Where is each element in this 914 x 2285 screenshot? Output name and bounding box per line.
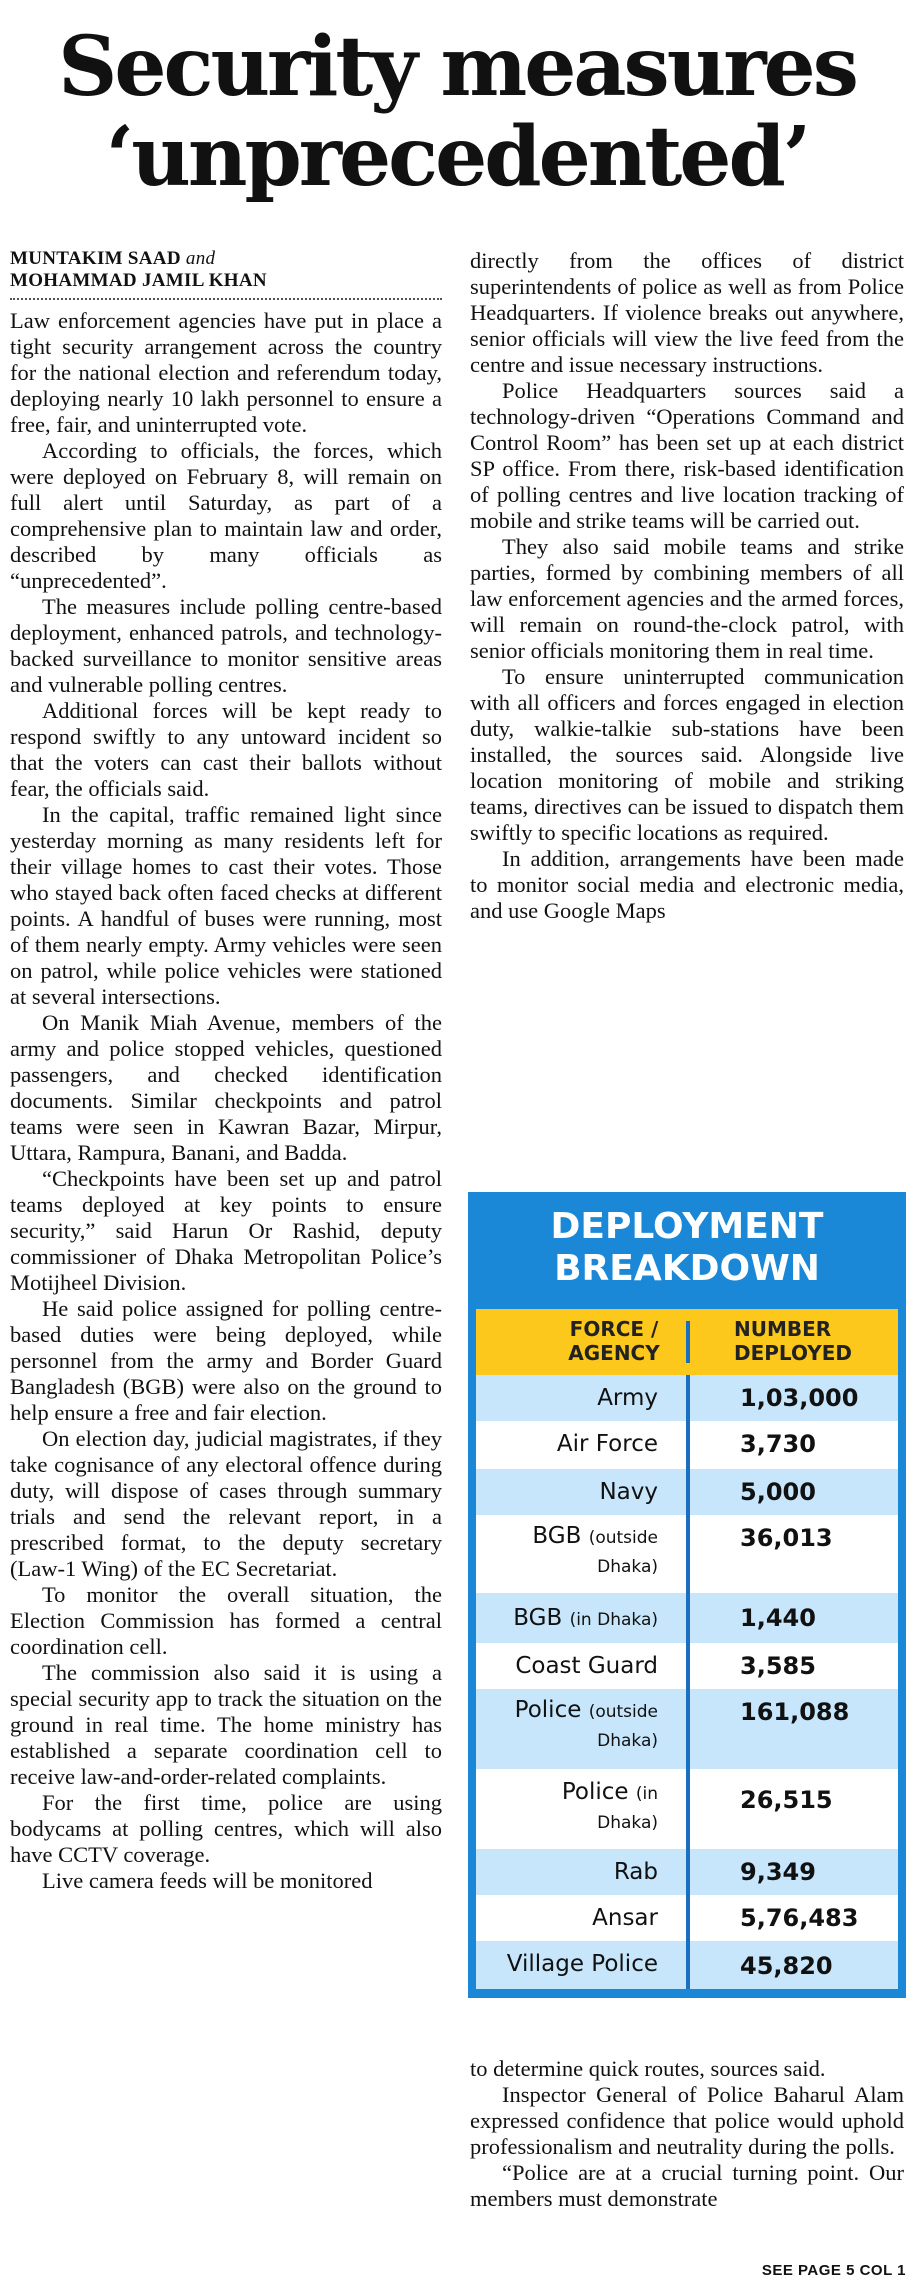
row-label-main: Rab	[613, 1859, 658, 1885]
column-header-number-line-2: DEPLOYED	[734, 1341, 852, 1365]
row-label	[562, 1779, 658, 1837]
paragraph: On election day, judicial magistrates, if they take cognisance of any electoral offence during duty, will dispose of cases through summary trials and send the relevant report, in a prescribed format, to the deputy secretary (Law-1 Wing) of the EC Secretariat.	[10, 1426, 442, 1581]
paragraph: For the first time, police are using bodycams at polling centres, which will also have CCTV coverage.	[10, 1790, 442, 1867]
row-label-qualifier-2: Dhaka)	[597, 1557, 658, 1577]
headline-line-1: Security measures	[58, 19, 856, 115]
row-label-main: BGB	[532, 1523, 582, 1549]
paragraph: Live camera feeds will be monitored	[42, 1868, 373, 1893]
row-label-qualifier-2: Dhaka)	[597, 1731, 658, 1751]
paragraph: to determine quick routes, sources said.	[470, 2056, 826, 2081]
row-value: 36,013	[740, 1524, 833, 1552]
row-label	[597, 1385, 658, 1412]
author-2: MOHAMMAD JAMIL KHAN	[10, 270, 267, 291]
row-label-qualifier-2: Dhaka)	[597, 1813, 658, 1833]
column-divider	[686, 1375, 690, 1989]
paragraph: Law enforcement agencies have put in place a tight security arrangement across the country for the national election and referendum today, deploying nearly 10 lakh personnel to ensure a free, fair, and uninterrupted vote.	[10, 308, 442, 437]
row-value: 26,515	[740, 1786, 833, 1814]
row-label-qualifier: (outside	[588, 1702, 658, 1722]
paragraph: Police Headquarters sources said a technology-driven “Operations Command and Control Room” has been set up at each district SP office. From there, risk-based identification of polling centres and live location tracking of mobile and strike teams will be carried out.	[470, 378, 904, 533]
right-column-top	[470, 248, 904, 924]
paragraph: He said police assigned for polling centre-based duties were being deployed, while personnel from the army and Border Guard Bangladesh (BGB) were also on the ground to help ensure a free and fair election.	[10, 1296, 442, 1425]
table-title-line-1: DEPLOYMENT	[550, 1206, 824, 1247]
column-header-force	[564, 1317, 664, 1365]
headline-line-2: ‘unprecedented’	[105, 109, 809, 205]
row-label-main: Village Police	[506, 1951, 658, 1977]
row-value: 1,03,000	[740, 1384, 859, 1412]
row-value: 5,000	[740, 1478, 816, 1506]
row-value: 3,585	[740, 1652, 816, 1680]
row-label-main: Ansar	[592, 1905, 658, 1931]
table-body	[476, 1375, 898, 1989]
right-column-bottom	[470, 2056, 904, 2212]
column-header-number-line-1: NUMBER	[734, 1317, 832, 1341]
row-label	[557, 1431, 658, 1458]
row-label-main: Air Force	[556, 1431, 658, 1457]
table-header	[476, 1309, 898, 1375]
paragraph: They also said mobile teams and strike parties, formed by combining members of all law enforcement agencies and the armed forces, will remain on round-the-clock patrol, with senior officials monitoring them in real time.	[470, 534, 904, 663]
row-value: 161,088	[740, 1698, 850, 1726]
paragraph: Inspector General of Police Baharul Alam expressed confidence that police would uphold professionalism and neutrality during the polls.	[470, 2082, 904, 2159]
continuation-reference[interactable]: SEE PAGE 5 COL 1	[761, 2262, 906, 2279]
paragraph: “Checkpoints have been set up and patrol teams deployed at key points to ensure security,” said Harun Or Rashid, deputy commissioner of Dhaka Metropolitan Police’s Motijheel Division.	[10, 1166, 442, 1295]
paragraph: According to officials, the forces, which were deployed on February 8, will remain on full alert until Saturday, as part of a comprehensive plan to maintain law and order, described by many officials as “unprecedented”.	[10, 438, 442, 593]
column-header-force-line-2: AGENCY	[568, 1341, 660, 1365]
paragraph: The commission also said it is using a special security app to track the situation on the ground in real time. The home ministry has established a separate coordination cell to receive law-and-order-related complaints.	[10, 1660, 442, 1789]
author-1: MUNTAKIM SAAD	[10, 248, 181, 269]
row-label	[507, 1951, 658, 1978]
row-label	[515, 1697, 658, 1755]
row-label	[532, 1523, 658, 1581]
row-value: 1,440	[740, 1604, 816, 1632]
header-divider	[686, 1321, 690, 1363]
column-header-number	[734, 1317, 852, 1365]
row-label-main: Police	[561, 1779, 629, 1805]
paragraph: “Police are at a crucial turning point. Our members must demonstrate	[470, 2160, 904, 2211]
row-label-qualifier: (outside	[588, 1528, 658, 1548]
row-label-qualifier: (in Dhaka)	[569, 1610, 658, 1630]
row-value: 45,820	[740, 1952, 833, 1980]
paragraph: The measures include polling centre-based deployment, enhanced patrols, and technology-backed surveillance to monitor sensitive areas and vulnerable polling centres.	[10, 594, 442, 697]
row-label	[515, 1653, 658, 1680]
row-label-qualifier: (in	[635, 1784, 658, 1804]
byline-connector: and	[185, 248, 216, 269]
paragraph: In addition, arrangements have been made to monitor social media and electronic media, and use Google Maps	[470, 846, 904, 923]
row-label	[614, 1859, 658, 1886]
row-label-main: Coast Guard	[515, 1653, 658, 1679]
row-label-main: BGB	[513, 1605, 563, 1631]
paragraph: To ensure uninterrupted communication with all officers and forces engaged in election duty, walkie-talkie sub-stations have been installed, the sources said. Alongside live location monitoring of mobile and striking teams, directives can be issued to dispatch them swiftly to specific locations as required.	[470, 664, 904, 845]
row-label-main: Navy	[599, 1479, 658, 1505]
row-label-main: Police	[514, 1697, 582, 1723]
paragraph: Additional forces will be kept ready to respond swiftly to any untoward incident so that the voters can cast their ballots without fear, the officials said.	[10, 698, 442, 801]
row-label	[592, 1905, 658, 1932]
byline	[10, 248, 442, 292]
paragraph: In the capital, traffic remained light since yesterday morning as many residents left for their village homes to cast their votes. Those who stayed back often faced checks at different points. A handful of buses were running, most of them nearly empty. Army vehicles were seen on patrol, while police vehicles were stationed at several intersections.	[10, 802, 442, 1009]
paragraph: To monitor the overall situation, the Election Commission has formed a central coordination cell.	[10, 1582, 442, 1659]
row-label	[599, 1479, 658, 1506]
paragraph: directly from the offices of district superintendents of police as well as from Police Headquarters. If violence breaks out anywhere, senior officials will view the live feed from the centre and issue necessary instructions.	[470, 248, 904, 377]
row-value: 3,730	[740, 1430, 816, 1458]
row-value: 9,349	[740, 1858, 816, 1886]
table-title	[468, 1206, 906, 1290]
row-value: 5,76,483	[740, 1904, 859, 1932]
headline	[0, 19, 914, 205]
row-label	[513, 1605, 658, 1634]
deployment-breakdown-table	[468, 1192, 906, 1998]
paragraph: On Manik Miah Avenue, members of the army and police stopped vehicles, questioned passengers, and checked identification documents. Similar checkpoints and patrol teams were seen in Kawran Bazar, Mirpur, Uttara, Rampura, Banani, and Badda.	[10, 1010, 442, 1165]
left-column	[10, 248, 442, 1894]
byline-divider	[10, 298, 442, 300]
column-header-force-line-1: FORCE /	[569, 1317, 659, 1341]
table-title-line-2: BREAKDOWN	[554, 1248, 820, 1289]
row-label-main: Army	[597, 1385, 658, 1411]
